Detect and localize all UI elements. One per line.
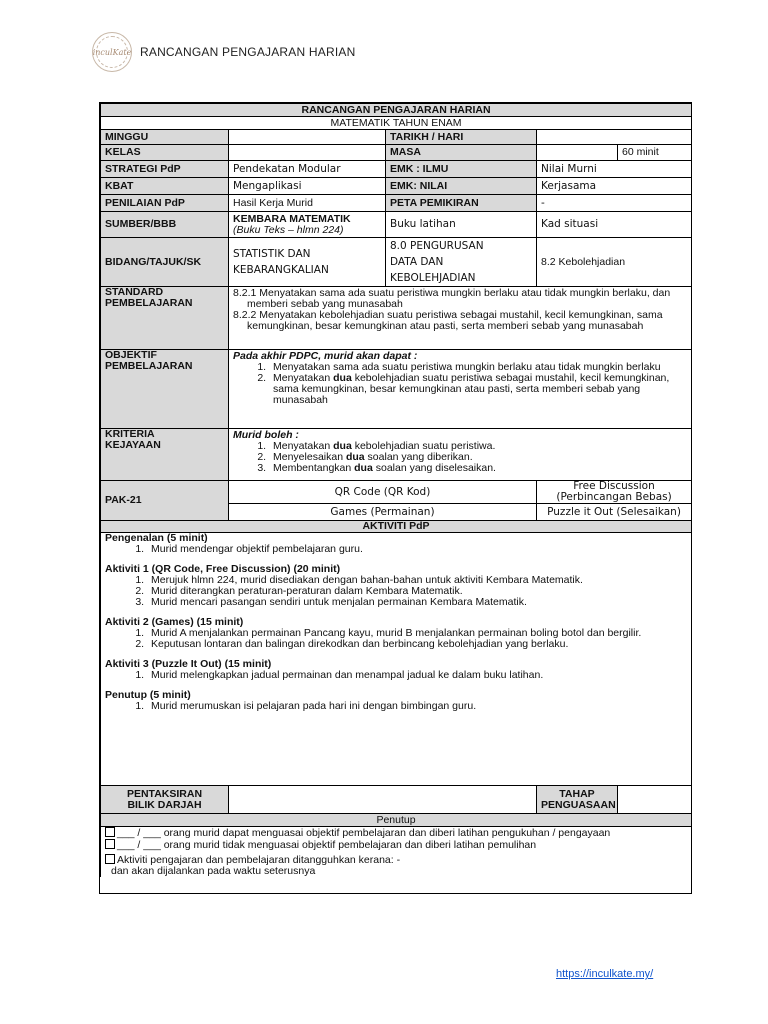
checkbox-icon[interactable] [105,854,115,864]
reflection-body [101,827,692,878]
reflection-tail: dan akan dijalankan pada waktu seterusnya [111,865,316,877]
doc-subtitle: MATEMATIK TAHUN ENAM [101,117,692,130]
reflection-line-1: ___ / ___ orang murid dapat menguasai objektif pembelajaran dan diberi latihan pengukuhan / pengayaan [105,827,687,839]
value-sumber [229,212,386,238]
activity-title: Aktiviti 1 (QR Code, Free Discussion) (20 minit) [105,563,341,575]
aktiviti-header: AKTIVITI PdP [101,521,692,533]
label-tarikh: TARIKH / HARI [386,130,537,145]
value-tahap [618,786,692,814]
lesson-plan-frame [99,102,692,894]
value-buku-latihan: Buku latihan [386,212,537,238]
activity-title: Aktiviti 2 (Games) (15 minit) [105,616,244,628]
page-header [92,32,355,72]
activity-list [105,575,687,608]
label-tahap: TAHAP PENGUASAAN [537,786,618,814]
activity-item: 2. Murid diterangkan peraturan-peraturan dalam Kembara Matematik. [147,586,687,597]
label-emk-ilmu: EMK : ILMU [386,161,537,178]
label-strategi: STRATEGI PdP [101,161,229,178]
value-peta: - [537,195,692,212]
activity-item: 1. Murid A menjalankan permainan Pancang kayu, murid B menjalankan permainan boling botol dan bergilir. [147,628,687,639]
objektif-list [233,362,687,406]
value-objektif [229,350,692,429]
value-emk-ilmu: Nilai Murni [537,161,692,178]
value-masa: 60 minit [618,145,692,161]
value-emk-nilai: Kerjasama [537,178,692,195]
objektif-item: 1. Menyatakan sama ada suatu peristiwa mungkin berlaku atau tidak mungkin berlaku [269,362,687,373]
activity-list [105,544,687,555]
inculkate-logo: inculKate [92,32,132,72]
activity-item: 2. Keputusan lontaran dan balingan direkodkan dan berbincang kebolehjadian yang berlaku. [147,639,687,650]
standard-item-1: 8.2.1 Menyatakan sama ada suatu peristiwa mungkin berlaku atau tidak mungkin berlaku, dan memberi sebab yang munasabah [233,287,671,310]
value-tarikh [537,130,692,145]
checkbox-icon[interactable] [105,839,115,849]
reflection-line-2: ___ / ___ orang murid tidak menguasai objektif pembelajaran dan diberi latihan pemulihan [105,839,687,851]
label-peta: PETA PEMIKIRAN [386,195,537,212]
kriteria-list [233,441,687,474]
pak-item-qr: QR Code (QR Kod) [229,481,537,504]
reflection-line-3: Aktiviti pengajaran dan pembelajaran ditangguhkan kerana: - [105,854,687,866]
label-kelas: KELAS [101,145,229,161]
activity-item: 1. Murid merumuskan isi pelajaran pada hari ini dengan bimbingan guru. [147,701,687,712]
bidang-line-2: KEBARANGKALIAN [233,264,329,276]
kriteria-item: 2. Menyelesaikan dua soalan yang diberikan. [269,452,687,463]
activity-title: Pengenalan (5 minit) [105,532,208,544]
activity-item: 1. Merujuk hlmn 224, murid disediakan dengan bahan-bahan untuk aktiviti Kembara Matematik. [147,575,687,586]
objektif-item: 2. Menyatakan dua kebolehjadian suatu peristiwa sebagai mustahil, kecil kemungkinan, sama kemungkinan, besar kemungkinan atau pasti, serta memberi sebab yang munasabah [269,373,687,406]
pak-item-discussion: Free Discussion (Perbincangan Bebas) [537,481,692,504]
value-minggu [229,130,386,145]
kriteria-intro: Murid boleh : [233,429,299,441]
label-masa: MASA [386,145,537,161]
standard-item-2: 8.2.2 Menyatakan kebolehjadian suatu peristiwa sebagai mustahil, kecil kemungkinan, sama kemungkinan, besar kemungkinan atau pasti, serta memberi sebab yang munasabah [233,309,663,332]
value-kbat: Mengaplikasi [229,178,386,195]
activity-item: 3. Murid mencari pasangan sendiri untuk menjalan permainan Kembara Matematik. [147,597,687,608]
label-objektif: OBJEKTIF PEMBELAJARAN [101,350,229,429]
value-tajuk [386,238,537,287]
label-kriteria: KRITERIA KEJAYAAN [101,429,229,481]
activity-list [105,628,687,650]
value-bidang [229,238,386,287]
header-title: RANCANGAN PENGAJARAN HARIAN [140,45,356,59]
label-standard: STANDARD PEMBELAJARAN [101,287,229,350]
lesson-plan-table [100,103,692,877]
tajuk-line-1: 8.0 PENGURUSAN [390,240,484,252]
value-kelas [229,145,386,161]
label-bidang: BIDANG/TAJUK/SK [101,238,229,287]
label-penilaian: PENILAIAN PdP [101,195,229,212]
aktiviti-body [101,533,692,786]
value-masa-blank [537,145,618,161]
label-sumber: SUMBER/BBB [101,212,229,238]
footer-link[interactable]: https://inculkate.my/ [556,968,654,980]
activity-list [105,701,687,712]
tajuk-line-3: KEBOLEHJADIAN [390,272,476,284]
doc-title: RANCANGAN PENGAJARAN HARIAN [101,104,692,117]
label-kbat: KBAT [101,178,229,195]
value-sk: 8.2 Kebolehjadian [537,238,692,287]
tajuk-line-2: DATA DAN [390,256,444,268]
pak-item-games: Games (Permainan) [229,504,537,521]
value-penilaian: Hasil Kerja Murid [229,195,386,212]
label-emk-nilai: EMK: NILAI [386,178,537,195]
checkbox-icon[interactable] [105,827,115,837]
kriteria-item: 1. Menyatakan dua kebolehjadian suatu peristiwa. [269,441,687,452]
activity-item: 1. Murid melengkapkan jadual permainan dan menampal jadual ke dalam buku latihan. [147,670,687,681]
label-pentaksiran: PENTAKSIRAN BILIK DARJAH [101,786,229,814]
label-pak21: PAK-21 [101,481,229,521]
value-strategi: Pendekatan Modular [229,161,386,178]
value-pentaksiran [229,786,537,814]
activity-list [105,670,687,681]
value-kad-situasi: Kad situasi [537,212,692,238]
objektif-intro: Pada akhir PDPC, murid akan dapat : [233,350,418,362]
kriteria-item: 3. Membentangkan dua soalan yang diselesaikan. [269,463,687,474]
value-kriteria [229,429,692,481]
sumber-title: KEMBARA MATEMATIK [233,212,351,225]
value-standard [229,287,692,350]
sumber-subtitle: (Buku Teks – hlmn 224) [233,223,344,236]
label-minggu: MINGGU [101,130,229,145]
penutup-header: Penutup [101,814,692,827]
pak-item-puzzle: Puzzle it Out (Selesaikan) [537,504,692,521]
activity-item: 1. Murid mendengar objektif pembelajaran guru. [147,544,687,555]
bidang-line-1: STATISTIK DAN [233,248,311,260]
activity-title: Aktiviti 3 (Puzzle It Out) (15 minit) [105,658,272,670]
activity-title: Penutup (5 minit) [105,689,191,701]
